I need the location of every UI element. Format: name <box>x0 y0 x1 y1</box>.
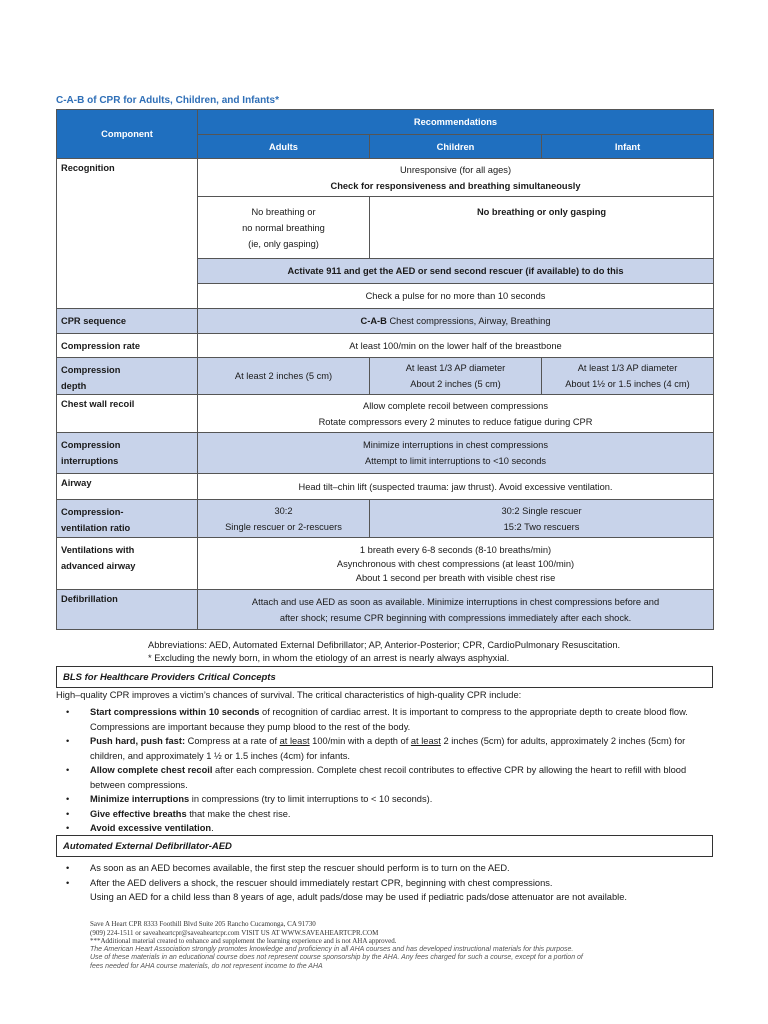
recognition-all-ages: Unresponsive (for all ages) Check for responsiveness and breathing simultaneously <box>198 159 714 197</box>
aed-bullet-list <box>56 861 713 905</box>
list-item: • As soon as an AED becomes available, the first step the rescuer should perform is to turn on the AED. <box>66 863 510 873</box>
cpr-sequence-value: C-A-B Chest compressions, Airway, Breathing <box>198 309 714 334</box>
recognition-children-infant: No breathing or only gasping <box>370 197 714 259</box>
list-item: • After the AED delivers a shock, the rescuer should immediately restart CPR, beginning with chest compressions. <box>66 877 553 888</box>
component-header: Component <box>57 110 198 159</box>
infant-header: Infant <box>542 135 714 159</box>
list-item: • Avoid excessive ventilation. <box>66 823 214 833</box>
compression-depth-label: Compression depth <box>57 358 198 395</box>
compression-interruptions-value: Minimize interruptions in chest compressions Attempt to limit interruptions to <10 seconds <box>198 433 714 474</box>
list-item: • Allow complete chest recoil after each compression. Complete chest recoil contributes to effective CPR by allowing the heart to refill with blood between compressions. <box>66 765 687 790</box>
list-item: • Minimize interruptions in compressions (try to limit interruptions to < 10 seconds). <box>66 794 433 804</box>
compression-rate-label: Compression rate <box>57 334 198 358</box>
depth-infant: At least 1/3 AP diameter About 1½ or 1.5 inches (4 cm) <box>542 358 714 395</box>
compression-interruptions-label: Compression interruptions <box>57 433 198 474</box>
list-item: • Give effective breaths that make the chest rise. <box>66 808 291 819</box>
list-item: • Push hard, push fast: Compress at a rate of at least 100/min with a depth of at least 2 inches (5cm) for adults, approximately 2 inches (5cm) for children, and approximately 1 ½ or 1.5 inches (4cm) for infants. <box>66 736 686 761</box>
children-header: Children <box>370 135 542 159</box>
check-pulse: Check a pulse for no more than 10 seconds <box>198 284 714 309</box>
bls-section-heading: BLS for Healthcare Providers Critical Concepts <box>56 666 713 688</box>
aed-section-heading: Automated External Defibrillator-AED <box>56 835 713 857</box>
airway-label: Airway <box>57 474 198 500</box>
page-footer: Save A Heart CPR 8333 Foothill Blvd Suite 205 Rancho Cucamonga, CA 91730 (909) 224-1511 or saveaheartcpr@saveaheartcpr.com VISIT US AT WWW.SAVEAHEARTCPR.COM ***Additional material created to enhance and supplement the learning experience and is not AHA approved. The American Heart Association strongly promotes knowledge and proficiency in all AHA courses and has developed instructional materials for this purpose. Use of these materials in an educational course does not represent course sponsorship by the AHA. Any fees charged for such a course, except for a portion of fees needed for AHA course materials, do not represent income to the AHA <box>90 920 583 970</box>
ventilations-value: 1 breath every 6-8 seconds (8-10 breaths/min) Asynchronous with chest compressions (at least 100/min) About 1 second per breath with visible chest rise <box>198 538 714 590</box>
chest-wall-recoil-label: Chest wall recoil <box>57 395 198 433</box>
recognition-adults: No breathing or no normal breathing (ie, only gasping) <box>198 197 370 259</box>
chest-wall-recoil-value: Allow complete recoil between compressions Rotate compressors every 2 minutes to reduce fatigue during CPR <box>198 395 714 433</box>
compression-ventilation-ratio-label: Compression- ventilation ratio <box>57 500 198 538</box>
recognition-label: Recognition <box>57 159 198 309</box>
list-item: Using an AED for a child less than 8 years of age, adult pads/dose may be used if pediatric pads/dose attenuator are not available. <box>90 892 627 902</box>
cpr-sequence-label: CPR sequence <box>57 309 198 334</box>
airway-value: Head tilt–chin lift (suspected trauma: jaw thrust). Avoid excessive ventilation. <box>198 474 714 500</box>
abbreviations-note: Abbreviations: AED, Automated External Defibrillator; AP, Anterior-Posterior; CPR, CardioPulmonary Resuscitation. * Excluding the newly born, in whom the etiology of an arrest is nearly always asphyxial. <box>148 640 621 663</box>
defibrillation-value: Attach and use AED as soon as available. Minimize interruptions in chest compressions before and after shock; resume CPR beginning with compressions immediately after each shock. <box>198 590 714 630</box>
cpr-recommendations-table <box>56 109 714 630</box>
ratio-adults: 30:2 Single rescuer or 2-rescuers <box>198 500 370 538</box>
adults-header: Adults <box>198 135 370 159</box>
defibrillation-label: Defibrillation <box>57 590 198 630</box>
ratio-children-infant: 30:2 Single rescuer 15:2 Two rescuers <box>370 500 714 538</box>
document-title: C-A-B of CPR for Adults, Children, and Infants* <box>56 95 279 106</box>
compression-rate-value: At least 100/min on the lower half of the breastbone <box>198 334 714 358</box>
activate-911: Activate 911 and get the AED or send second rescuer (if available) to do this <box>198 259 714 284</box>
depth-adults: At least 2 inches (5 cm) <box>198 358 370 395</box>
bls-bullet-list <box>56 705 713 836</box>
recommendations-header: Recommendations <box>198 110 714 135</box>
depth-children: At least 1/3 AP diameter About 2 inches (5 cm) <box>370 358 542 395</box>
list-item: • Start compressions within 10 seconds of recognition of cardiac arrest. It is important to compress to the appropriate depth to create blood flow. Compressions are important because they pump blood to the rest of the body. <box>66 707 688 732</box>
ventilations-advanced-airway-label: Ventilations with advanced airway <box>57 538 198 590</box>
bls-intro: High–quality CPR improves a victim’s chances of survival. The critical characteristics of high-quality CPR include: <box>56 690 522 700</box>
